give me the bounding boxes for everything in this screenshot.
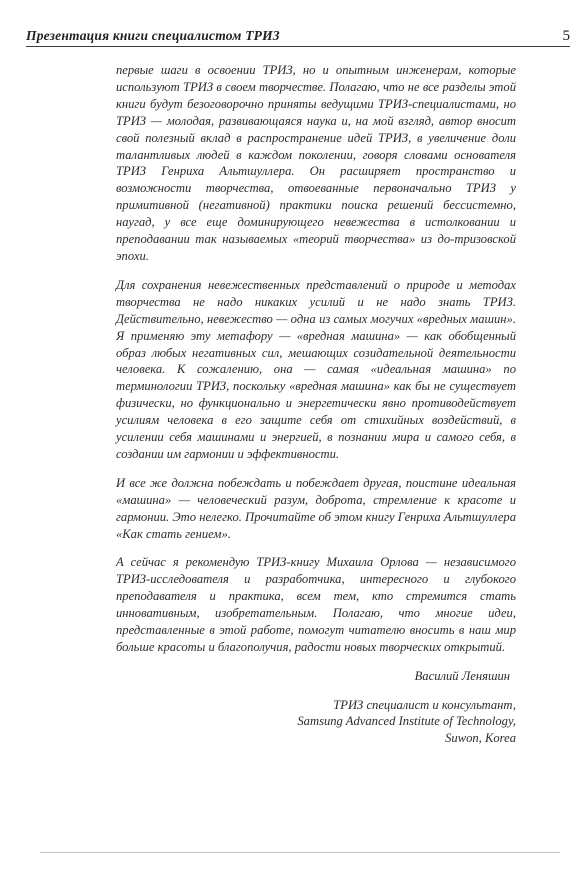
paragraph-1: первые шаги в освоении ТРИЗ, но и опытным инженерам, которые используют ТРИЗ в своем творчестве. Полагаю, что не все разделы этой книги будут безоговорочно приняты ведущими ТРИЗ-специалистами, но ТРИЗ — молодая, развивающаяся наука и, на мой взгляд, автор вносит свой полезный вклад в распространение идей ТРИЗ, в увеличение доли талантливых людей в каждом поколении, говоря словами основателя ТРИЗ Генриха Альтшуллера. Он расширяет пространство и возможности творчества, отвоеванные первоначально ТРИЗ у примитивной (негативной) практики поиска решений бессистемно, наугад, у все еще доминирующего невежества в истолковании и преподавании так называемых «теорий творчества» из до-тризовской эпохи. <box>116 63 516 263</box>
signature-position: ТРИЗ специалист и консультант, <box>333 697 516 712</box>
signature-block <box>116 668 516 746</box>
signature-name: Василий Леняшин <box>414 668 510 683</box>
signature-location: Suwon, Korea <box>445 730 516 745</box>
running-header-title: Презентация книги специалистом ТРИЗ <box>26 28 280 43</box>
paragraph-3: И все же должна побеждать и побеждает другая, поистине идеальная «машина» — человеческий разум, доброта, стремление к красоте и гармонии. Это нелегко. Прочитайте об этом книгу Генриха Альтшуллера «Как стать гением». <box>116 475 516 541</box>
paragraph-4: А сейчас я рекомендую ТРИЗ-книгу Михаила Орлова — независимого ТРИЗ-исследователя и разработчика, интересного и глубокого преподавателя и практика, всем тем, кто стремится стать инновативным, изобретательным. Полагаю, что многие идеи, представленные в этой работе, помогут читателю вносить в наш мир больше красоты и благополучия, радости новых творческих открытий. <box>116 555 516 654</box>
signature-organization: Samsung Advanced Institute of Technology, <box>297 714 516 729</box>
paragraph-2: Для сохранения невежественных представлений о природе и методах творчества не надо никаких усилий и не надо знать ТРИЗ. Действительно, невежество — одна из самых могучих «вредных машин». Я применяю эту метафору — «вредная машина» — как обобщенный образ любых негативных сил, мешающих созидательной деятельности человека. К сожалению, она — самая «идеальная машина» по терминологии ТРИЗ, поскольку «вредная машина» как бы не существует физически, но функционально и энергетически явно противодействует усилиям человека в его защите себя от стихийных воздействий, в усилении себя машинами и энергией, в познании мира и самого себя, в создании им гармонии и эффективности. <box>116 277 516 461</box>
body-text <box>116 62 516 746</box>
bottom-divider <box>40 852 560 853</box>
page-number: 5 <box>562 28 570 44</box>
running-header <box>26 26 570 47</box>
